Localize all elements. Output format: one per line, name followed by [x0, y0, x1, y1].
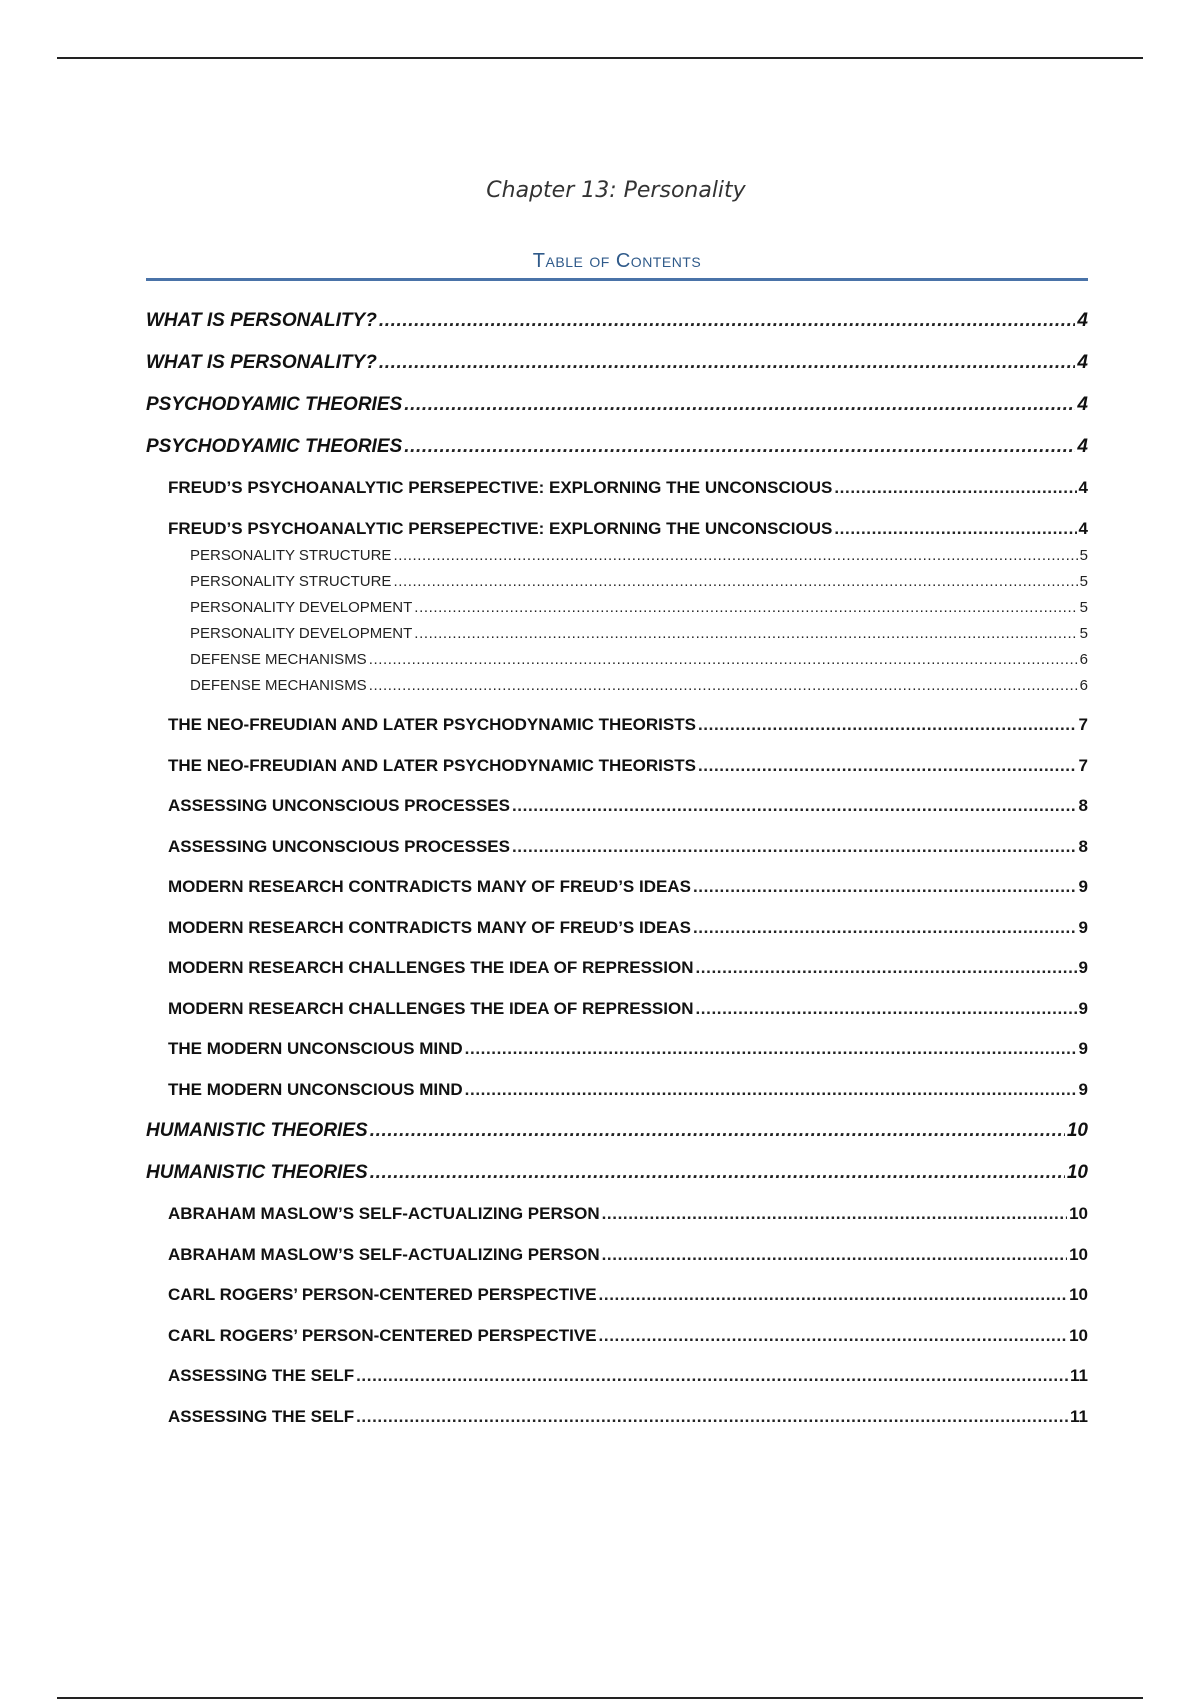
toc-entry-label: ASSESSING THE SELF: [168, 1406, 355, 1426]
toc-entry-page-number: 10: [1069, 1285, 1088, 1304]
toc-entry[interactable]: [146, 867, 1088, 908]
toc-entry-page-number: 4: [1077, 310, 1088, 331]
toc-entry-page-number: 4: [1078, 478, 1088, 497]
toc-entry-label: PERSONALITY DEVELOPMENT: [190, 625, 413, 642]
toc-dot-leader: [465, 1070, 1077, 1111]
toc-entry[interactable]: [146, 1029, 1088, 1070]
toc-entry-label: MODERN RESEARCH CONTRADICTS MANY OF FREUD’S IDEAS: [168, 917, 691, 937]
toc-entry-page-number: 10: [1066, 1120, 1088, 1141]
toc-entry-label: ASSESSING THE SELF: [168, 1366, 355, 1385]
toc-entry-page-number: 10: [1066, 1162, 1088, 1183]
toc-dot-leader: [512, 827, 1077, 868]
toc-entry[interactable]: [146, 786, 1088, 827]
toc-entry-page-number: 5: [1079, 599, 1088, 616]
toc-entry-label: THE MODERN UNCONSCIOUS MIND: [168, 1039, 463, 1058]
toc-entry-label: FREUD’S PSYCHOANALYTIC PERSEPECTIVE: EXPLORNING THE UNCONSCIOUS: [168, 478, 833, 497]
toc-dot-leader: [512, 786, 1077, 827]
toc-entry-label: HUMANISTIC THEORIES: [146, 1120, 368, 1141]
toc-entry-page-number: 5: [1079, 625, 1088, 642]
toc-dot-leader: [404, 426, 1075, 468]
toc-entry-page-number: 10: [1069, 1204, 1088, 1223]
toc-dot-leader: [698, 705, 1077, 746]
toc-entry-page-number: 10: [1069, 1244, 1088, 1264]
toc-dot-leader: [369, 673, 1078, 699]
toc-entry-label: WHAT IS PERSONALITY?: [146, 310, 377, 331]
toc-entry-label: ASSESSING UNCONSCIOUS PROCESSES: [168, 796, 510, 815]
toc-dot-leader: [414, 621, 1077, 647]
toc-dot-leader: [369, 647, 1078, 673]
toc-entry-page-number: 9: [1078, 1079, 1088, 1099]
toc-entry-page-number: 11: [1070, 1366, 1088, 1385]
toc-entry-page-number: 9: [1078, 1039, 1088, 1058]
toc-dot-leader: [602, 1235, 1067, 1276]
toc-dot-leader: [370, 1152, 1065, 1194]
toc-entry[interactable]: [146, 569, 1088, 595]
toc-entry-page-number: 5: [1079, 547, 1088, 564]
toc-dot-leader: [698, 746, 1077, 787]
toc-entry-label: HUMANISTIC THEORIES: [146, 1162, 368, 1183]
toc-dot-leader: [693, 867, 1077, 908]
toc-entry-label: MODERN RESEARCH CHALLENGES THE IDEA OF REPRESSION: [168, 958, 694, 977]
toc-entry-label: THE NEO-FREUDIAN AND LATER PSYCHODYNAMIC THEORISTS: [168, 715, 696, 734]
toc-entry-label: PSYCHODYAMIC THEORIES: [146, 436, 403, 457]
toc-entry[interactable]: [146, 647, 1088, 673]
toc-heading: Table of Contents: [532, 250, 702, 272]
toc-dot-leader: [414, 595, 1077, 621]
toc-entry-page-number: 7: [1078, 755, 1088, 775]
toc-entry-page-number: 8: [1078, 836, 1088, 856]
toc-entry[interactable]: [146, 1275, 1088, 1316]
footer-rule: [57, 1697, 1143, 1699]
toc-entry-label: PERSONALITY STRUCTURE: [190, 573, 392, 590]
toc-entry-label: DEFENSE MECHANISMS: [190, 677, 367, 694]
toc-entry-page-number: 9: [1078, 877, 1088, 896]
toc-dot-leader: [599, 1275, 1068, 1316]
toc-entry[interactable]: [146, 1152, 1088, 1194]
chapter-title: Chapter 13: Personality: [486, 178, 746, 203]
toc-entry-label: CARL ROGERS’ PERSON-CENTERED PERSPECTIVE: [168, 1285, 597, 1304]
toc-entry[interactable]: [146, 342, 1088, 384]
toc-entry-page-number: 11: [1070, 1406, 1088, 1426]
toc-dot-leader: [695, 989, 1076, 1030]
toc-entry-page-number: 8: [1078, 796, 1088, 815]
toc-entry-label: ABRAHAM MASLOW’S SELF-ACTUALIZING PERSON: [168, 1204, 600, 1223]
toc-entry[interactable]: [146, 1070, 1088, 1111]
toc-entry-label: THE NEO-FREUDIAN AND LATER PSYCHODYNAMIC THEORISTS: [168, 755, 696, 775]
toc-entry[interactable]: [146, 948, 1088, 989]
toc-entry-label: WHAT IS PERSONALITY?: [146, 352, 377, 373]
toc-entry[interactable]: [146, 673, 1088, 699]
toc-entry-page-number: 4: [1077, 394, 1088, 415]
toc-dot-leader: [379, 300, 1076, 342]
toc-entry-label: THE MODERN UNCONSCIOUS MIND: [168, 1079, 463, 1099]
toc-entry[interactable]: [146, 426, 1088, 468]
toc-entry[interactable]: [146, 595, 1088, 621]
toc-entry-label: CARL ROGERS’ PERSON-CENTERED PERSPECTIVE: [168, 1325, 597, 1345]
toc-entry-page-number: 6: [1079, 651, 1088, 668]
toc-entry-page-number: 9: [1078, 958, 1088, 977]
toc-entry-label: PSYCHODYAMIC THEORIES: [146, 394, 403, 415]
toc-entry-page-number: 10: [1069, 1325, 1088, 1345]
toc-dot-leader: [465, 1029, 1077, 1070]
toc-entry-label: PERSONALITY STRUCTURE: [190, 547, 392, 564]
toc-entry[interactable]: [146, 989, 1088, 1030]
toc-entry-page-number: 9: [1078, 998, 1088, 1018]
toc-entry[interactable]: [146, 1316, 1088, 1357]
toc-dot-leader: [834, 468, 1076, 509]
toc-heading-underline: [146, 278, 1088, 281]
toc-entry[interactable]: [146, 621, 1088, 647]
toc-entry[interactable]: [146, 705, 1088, 746]
table-of-contents: [146, 300, 1088, 1437]
toc-entry-label: PERSONALITY DEVELOPMENT: [190, 599, 413, 616]
toc-dot-leader: [370, 1110, 1065, 1152]
toc-entry-label: MODERN RESEARCH CHALLENGES THE IDEA OF REPRESSION: [168, 998, 694, 1018]
toc-entry-label: MODERN RESEARCH CONTRADICTS MANY OF FREUD’S IDEAS: [168, 877, 691, 896]
toc-entry-page-number: 7: [1078, 715, 1088, 734]
toc-entry[interactable]: [146, 1110, 1088, 1152]
toc-dot-leader: [602, 1194, 1067, 1235]
toc-dot-leader: [693, 908, 1077, 949]
toc-entry-page-number: 5: [1079, 573, 1088, 590]
toc-dot-leader: [393, 569, 1077, 595]
toc-entry-page-number: 4: [1077, 436, 1088, 457]
toc-dot-leader: [379, 342, 1076, 384]
toc-entry[interactable]: [146, 543, 1088, 569]
toc-entry-page-number: 4: [1077, 352, 1088, 373]
toc-entry[interactable]: [146, 1356, 1088, 1397]
toc-entry-page-number: 9: [1078, 917, 1088, 937]
toc-entry[interactable]: [146, 1235, 1088, 1276]
toc-entry[interactable]: [146, 1397, 1088, 1438]
toc-entry-label: ASSESSING UNCONSCIOUS PROCESSES: [168, 836, 510, 856]
toc-entry[interactable]: [146, 746, 1088, 787]
toc-entry[interactable]: [146, 468, 1088, 509]
toc-entry-page-number: 4: [1078, 518, 1088, 538]
toc-entry[interactable]: [146, 1194, 1088, 1235]
header-rule: [57, 57, 1143, 59]
toc-entry[interactable]: [146, 908, 1088, 949]
toc-dot-leader: [695, 948, 1076, 989]
toc-entry-label: DEFENSE MECHANISMS: [190, 651, 367, 668]
toc-entry[interactable]: [146, 300, 1088, 342]
toc-entry-label: FREUD’S PSYCHOANALYTIC PERSEPECTIVE: EXPLORNING THE UNCONSCIOUS: [168, 518, 833, 538]
toc-dot-leader: [393, 543, 1077, 569]
toc-dot-leader: [356, 1397, 1068, 1438]
toc-dot-leader: [356, 1356, 1068, 1397]
toc-dot-leader: [599, 1316, 1068, 1357]
toc-entry[interactable]: [146, 827, 1088, 868]
toc-entry[interactable]: [146, 384, 1088, 426]
toc-entry-label: ABRAHAM MASLOW’S SELF-ACTUALIZING PERSON: [168, 1244, 600, 1264]
toc-entry-page-number: 6: [1079, 677, 1088, 694]
toc-dot-leader: [404, 384, 1075, 426]
